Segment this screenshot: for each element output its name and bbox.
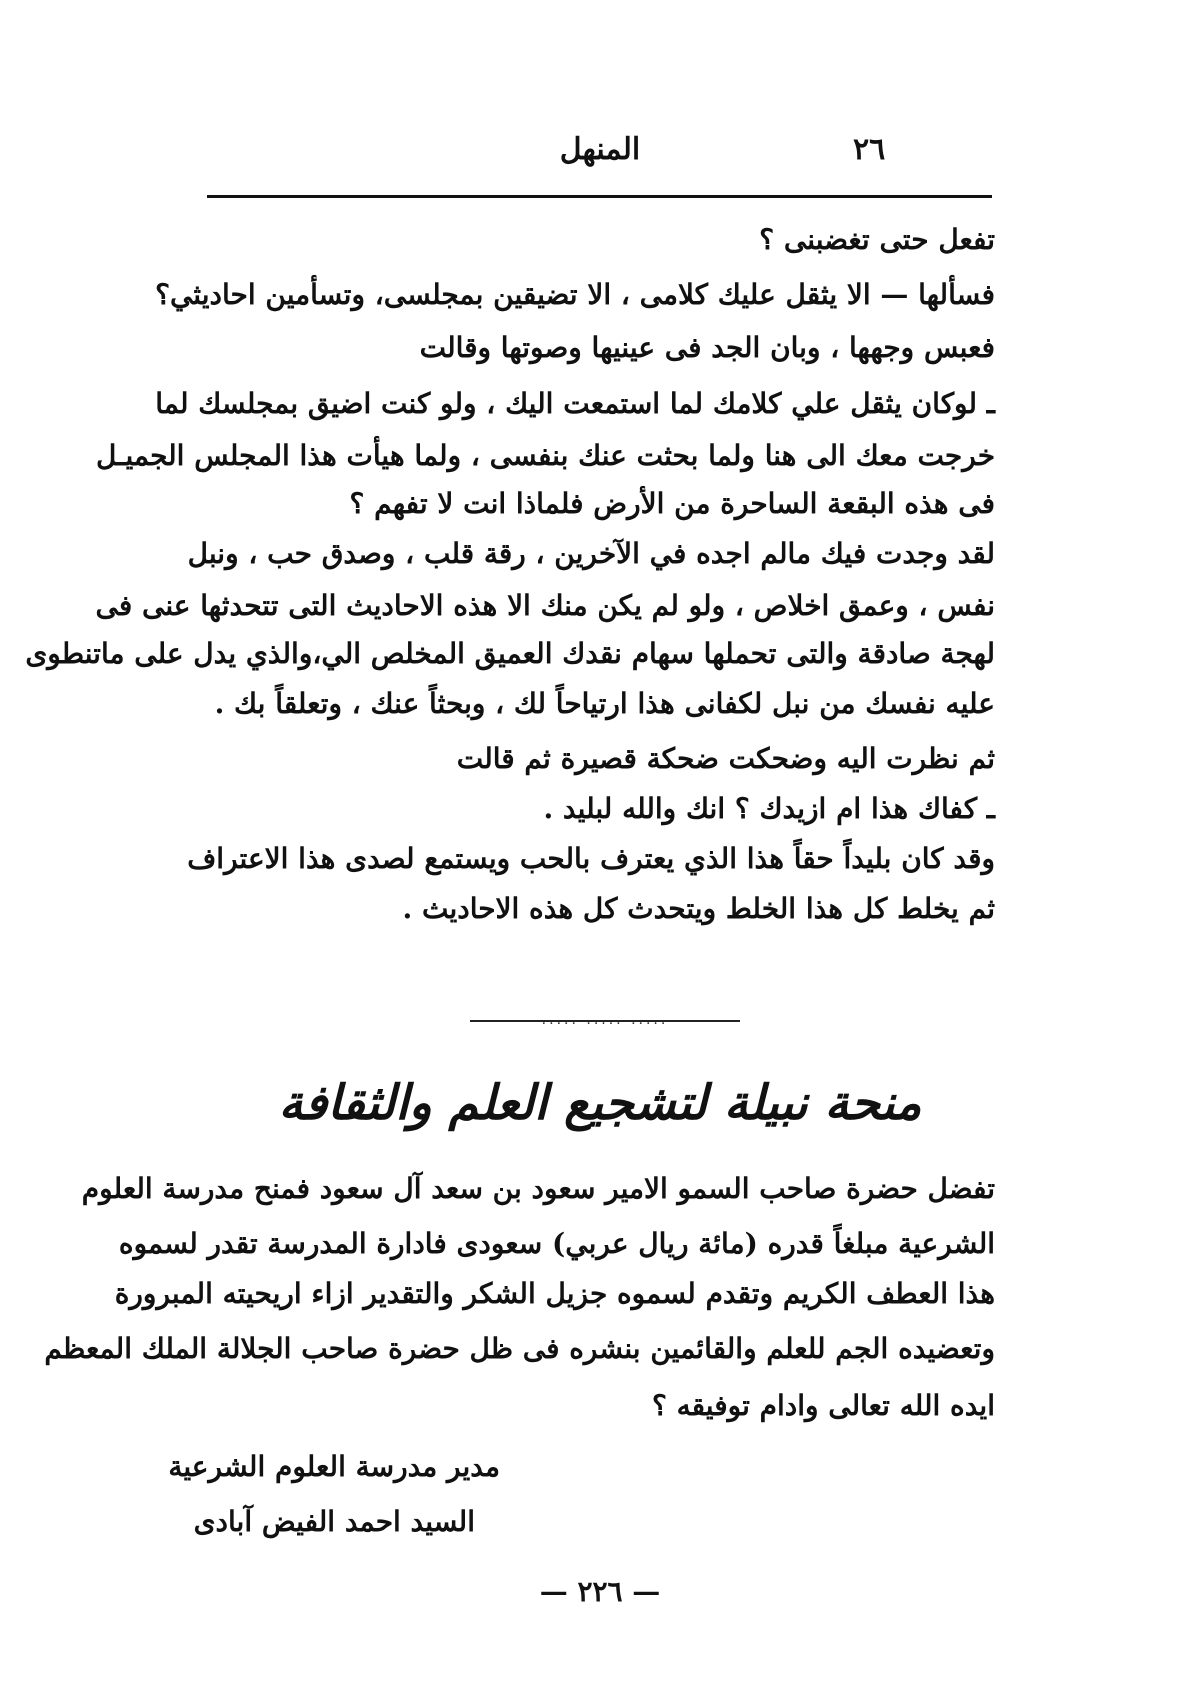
signature-title: مدير مدرسة العلوم الشرعية	[168, 1450, 500, 1483]
story-line: فسألها — الا يثقل عليك كلامى ، الا تضيقين بمجلسى، وتسأمين احاديثي؟	[155, 278, 995, 311]
story-line: خرجت معك الى هنا ولما بحثت عنك بنفسى ، ولما هيأت هذا المجلس الجميـل	[96, 439, 995, 472]
article-line: هذا العطف الكريم وتقدم لسموه جزيل الشكر والتقدير ازاء اريحيته المبرورة	[114, 1277, 995, 1310]
story-line: ثم نظرت اليه وضحكت ضحكة قصيرة ثم قالت	[456, 742, 995, 775]
separator-ornament: ..... ..... .....	[541, 1012, 669, 1028]
story-line: فعبس وجهها ، وبان الجد فى عينيها وصوتها وقالت	[419, 331, 995, 364]
signature-name: السيد احمد الفيض آبادى	[193, 1505, 475, 1538]
story-line: تفعل حتى تغضبنى ؟	[759, 223, 995, 256]
article-title: منحة نبيلة لتشجيع العلم والثقافة	[278, 1075, 922, 1131]
story-line: ـ لوكان يثقل علي كلامك لما استمعت اليك ، ولو كنت اضيق بمجلسك لما	[155, 387, 995, 420]
article-line: الشرعية مبلغاً قدره (مائة ريال عربي) سعودى فادارة المدرسة تقدر لسموه	[118, 1227, 995, 1260]
story-line: ثم يخلط كل هذا الخلط ويتحدث كل هذه الاحاديث .	[402, 892, 995, 925]
journal-name: المنهل	[559, 132, 641, 167]
story-line: لهجة صادقة والتى تحملها سهام نقدك العميق المخلص الي،والذي يدل على ماتنطوى	[25, 637, 995, 670]
article-line: ايده الله تعالى وادام توفيقه ؟	[652, 1389, 995, 1422]
story-line: وقد كان بليداً حقاً هذا الذي يعترف بالحب ويستمع لصدى هذا الاعتراف	[187, 842, 995, 875]
article-line: وتعضيده الجم للعلم والقائمين بنشره فى ظل حضرة صاحب الجلالة الملك المعظم	[44, 1332, 995, 1365]
header-rule	[207, 195, 992, 198]
story-line: فى هذه البقعة الساحرة من الأرض فلماذا انت لا تفهم ؟	[349, 487, 995, 520]
story-line: ـ كفاك هذا ام ازيدك ؟ انك والله لبليد .	[543, 792, 995, 825]
story-line: لقد وجدت فيك مالم اجده في الآخرين ، رقة قلب ، وصدق حب ، ونبل	[187, 537, 995, 570]
story-line: نفس ، وعمق اخلاص ، ولو لم يكن منك الا هذه الاحاديث التى تتحدثها عنى فى	[95, 589, 995, 622]
article-line: تفضل حضرة صاحب السمو الامير سعود بن سعد آل سعود فمنح مدرسة العلوم	[81, 1172, 995, 1205]
page-number-header: ٢٦	[853, 132, 886, 167]
story-line: عليه نفسك من نبل لكفانى هذا ارتياحاً لك ، وبحثاً عنك ، وتعلقاً بك .	[214, 687, 995, 720]
page-number-footer: — ٢٢٦ —	[539, 1575, 661, 1608]
